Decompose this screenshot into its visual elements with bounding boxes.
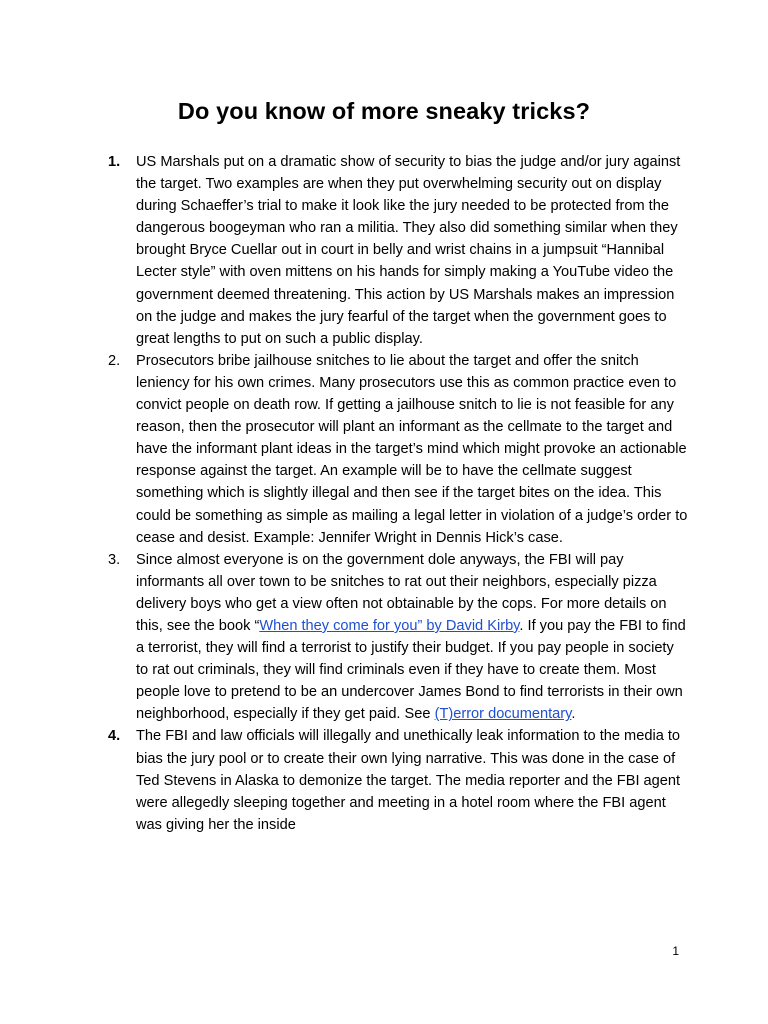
documentary-link[interactable]: (T)error documentary [434,706,572,723]
tricks-list [108,151,688,836]
book-link[interactable]: When they come for you” by David Kirby [259,617,520,634]
list-item-text: The FBI and law officials will illegally and unethically leak information to the media to bias the jury pool or to create their own lying narrative. This was done in the case of Ted Stevens in Alaska to demonize the target. The media reporter and the FBI agent were allegedly sleeping together and meeting in a hotel room where the FBI agent was giving her the inside [136,728,681,833]
list-item [108,549,688,726]
list-item-text-before-link: Since almost everyone is on the government dole anyways, the FBI will pay informants all over town to be snitches to rat out their neighbors, especially pizza delivery boys who get a view often not obtainable by the cops. For more details on this, see the book “ [136,551,667,634]
list-item [108,350,688,549]
list-item [108,725,688,835]
list-item-text-after-link: . [571,706,576,723]
page-number: 1 [672,944,679,958]
list-item-text [136,549,688,726]
list-item [108,151,688,350]
list-item-number: 4. [108,728,121,745]
list-item-text: US Marshals put on a dramatic show of security to bias the judge and/or jury against the target. Two examples are when they put overwhelming security out on display during Schaeffer’s trial to make it look like the jury needed to be protected from the dangerous boogeyman who ran a militia. They also did something similar when they brought Bryce Cuellar out in court in belly and wrist chains in a jumpsuit “Hannibal Lecter style” with oven mittens on his hands for simply making a YouTube video the government deemed threatening. This action by US Marshals makes an impression on the judge and makes the jury fearful of the target when the government goes to great lengths to put on such a public display. [136,154,681,347]
list-item-number: 1. [108,154,121,170]
list-item-text: Prosecutors bribe jailhouse snitches to lie about the target and offer the snitch leniency for his own crimes. Many prosecutors use this as common practice even to convict people on death row. If getting a jailhouse snitch to lie is not feasible for any reason, then the prosecutor will plant an informant as the cellmate to the target and have the informant plant ideas in the target’s mind which might provoke an actionable response against the target. An example will be to have the cellmate suggest something which is slightly illegal and then see if the target bites on the idea. This could be something as simple as mailing a legal letter in violation of a judge’s order to cease and desist. Example: Jennifer Wright in Dennis Hick’s case. [136,352,688,546]
page-title: Do you know of more sneaky tricks? [177,98,591,124]
list-item-text-middle: . If you pay the FBI to find a terrorist, they will find a terrorist to justify their budget. If you pay people in society to rat out criminals, they will find criminals even if they have to create them. Most people love to pretend to be an undercover James Bond to find terrorists in their own neighborhood, especially if they get paid. See [136,617,686,723]
list-item-number: 3. [108,551,121,568]
list-item-number: 2. [108,352,121,369]
